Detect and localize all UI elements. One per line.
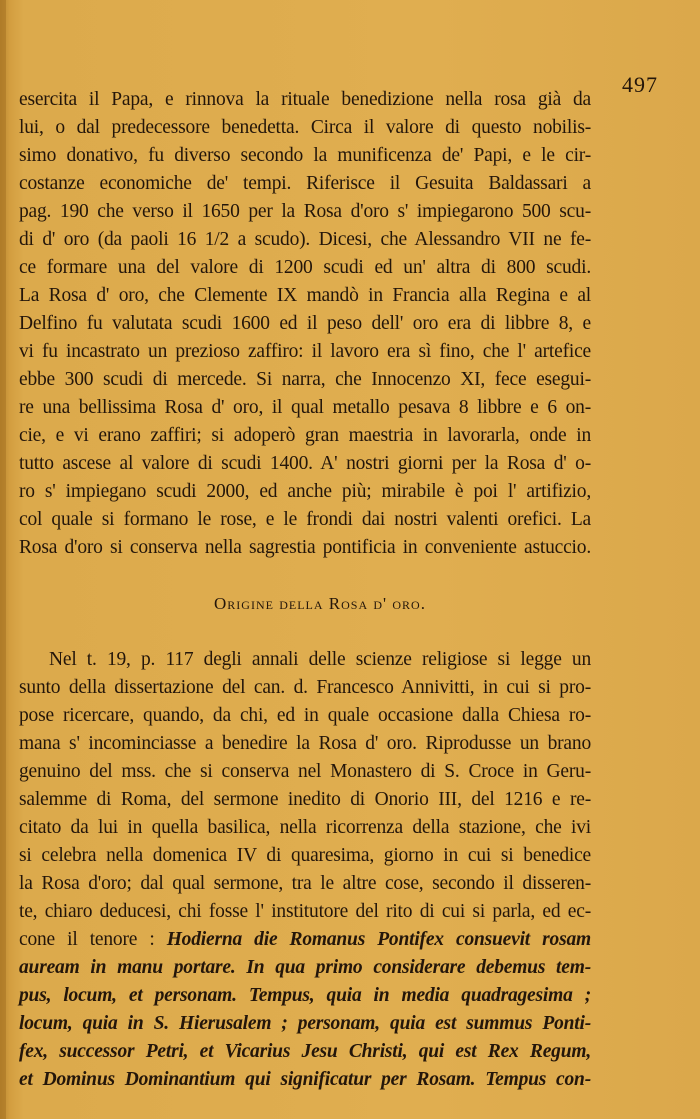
text: ro s' impiegano scudi 2000, ed anche più; mirabile è poi l' artifizio, (19, 481, 591, 502)
section-heading: Origine della Rosa d' oro. (214, 594, 426, 613)
text-line (19, 86, 591, 114)
text: citato da lui in quella basilica, nella ricorrenza della stazione, che ivi (19, 817, 591, 838)
text: Delfino fu valutata scudi 1600 ed il peso dell' oro era di libbre 8, e (19, 313, 591, 334)
text-line (19, 338, 591, 366)
text-line (19, 282, 591, 310)
text: pose ricercare, quando, da chi, ed in quale occasione dalla Chiesa ro- (19, 705, 591, 726)
text-line (19, 366, 591, 394)
text-line (19, 310, 591, 338)
text: sunto della dissertazione del can. d. Francesco Annivitti, in cui si pro- (19, 677, 591, 698)
text-line (19, 898, 591, 926)
text-line (19, 114, 591, 142)
text: ce formare una del valore di 1200 scudi ed un' altra di 800 scudi. (19, 257, 591, 278)
text-line (19, 1038, 591, 1066)
text: col quale si formano le rose, e le frondi dai nostri valenti orefici. La (19, 509, 591, 530)
text-line (19, 926, 591, 954)
text: di d' oro (da paoli 16 1/2 a scudo). Dicesi, che Alessandro VII ne fe- (19, 229, 591, 250)
text-line (19, 758, 591, 786)
text-line (19, 506, 591, 534)
page-number: 497 (622, 72, 658, 97)
text-line (19, 142, 591, 170)
text: mana s' incominciasse a benedire la Rosa d' oro. Riprodusse un brano (19, 733, 591, 754)
text-line (19, 450, 591, 478)
text-line (19, 870, 591, 898)
text-line (19, 254, 591, 282)
text-line (19, 1010, 591, 1038)
text: cie, e vi erano zaffiri; si adoperò gran maestria in lavorarla, onde in (19, 425, 591, 446)
text-line (19, 674, 591, 702)
text-line (19, 1066, 591, 1094)
text-line (19, 646, 591, 674)
text-line (19, 842, 591, 870)
text: genuino del mss. che si conserva nel Monastero di S. Croce in Geru- (19, 761, 591, 782)
text: ebbe 300 scudi di mercede. Si narra, che Innocenzo XI, fece esegui- (19, 369, 591, 390)
text-line (19, 226, 591, 254)
italic-text: locum, quia in S. Hierusalem ; personam, quia est summus Ponti- (19, 1013, 591, 1034)
text: Nel t. 19, p. 117 degli annali delle scienze religiose si legge un (49, 649, 591, 670)
text: si celebra nella domenica IV di quaresima, giorno in cui si benedice (19, 845, 591, 866)
text-line (19, 394, 591, 422)
text: tutto ascese al valore di scudi 1400. A' nostri giorni per la Rosa d' o- (19, 453, 591, 474)
text-line (19, 954, 591, 982)
text: esercita il Papa, e rinnova la rituale benedizione nella rosa già da (19, 89, 591, 110)
paragraph-1 (19, 86, 591, 562)
text-line (19, 814, 591, 842)
page-edge-shadow (0, 0, 6, 1119)
text-line (19, 422, 591, 450)
text: simo donativo, fu diverso secondo la munificenza de' Papi, e le cir- (19, 145, 591, 166)
text: lui, o dal predecessore benedetta. Circa il valore di questo nobilis- (19, 117, 591, 138)
text-line (19, 170, 591, 198)
italic-text: fex, successor Petri, et Vicarius Jesu Christi, qui est Rex Regum, (19, 1041, 591, 1062)
paragraph-2 (19, 646, 591, 1094)
text-line (19, 198, 591, 226)
text: re una bellissima Rosa d' oro, il qual metallo pesava 8 libbre e 6 on- (19, 397, 591, 418)
italic-text: et Dominus Dominantium qui significatur per Rosam. Tempus con- (19, 1069, 591, 1090)
text-line (19, 478, 591, 506)
italic-text: pus, locum, et personam. Tempus, quia in media quadragesima ; (19, 985, 591, 1006)
text-line (19, 982, 591, 1010)
text: La Rosa d' oro, che Clemente IX mandò in Francia alla Regina e al (19, 285, 591, 306)
text: vi fu incastrato un prezioso zaffiro: il lavoro era sì fino, che l' artefice (19, 341, 591, 362)
text: la Rosa d'oro; dal qual sermone, tra le altre cose, secondo il disseren- (19, 873, 591, 894)
text: costanze economiche de' tempi. Riferisce il Gesuita Baldassari a (19, 173, 591, 194)
text-line (19, 786, 591, 814)
text-line (19, 534, 591, 562)
text-line (19, 730, 591, 758)
text-line (19, 702, 591, 730)
text: cone il tenore : (19, 929, 167, 950)
text: te, chiaro deducesi, chi fosse l' institutore del rito di cui si parla, ed ec- (19, 901, 591, 922)
text: salemme di Roma, del sermone inedito di Onorio III, del 1216 e re- (19, 789, 591, 810)
text: Rosa d'oro si conserva nella sagrestia pontificia in conveniente astuccio. (19, 537, 591, 558)
text: pag. 190 che verso il 1650 per la Rosa d'oro s' impiegarono 500 scu- (19, 201, 591, 222)
italic-text: auream in manu portare. In qua primo considerare debemus tem- (19, 957, 591, 978)
italic-text: Hodierna die Romanus Pontifex consuevit rosam (166, 929, 591, 950)
